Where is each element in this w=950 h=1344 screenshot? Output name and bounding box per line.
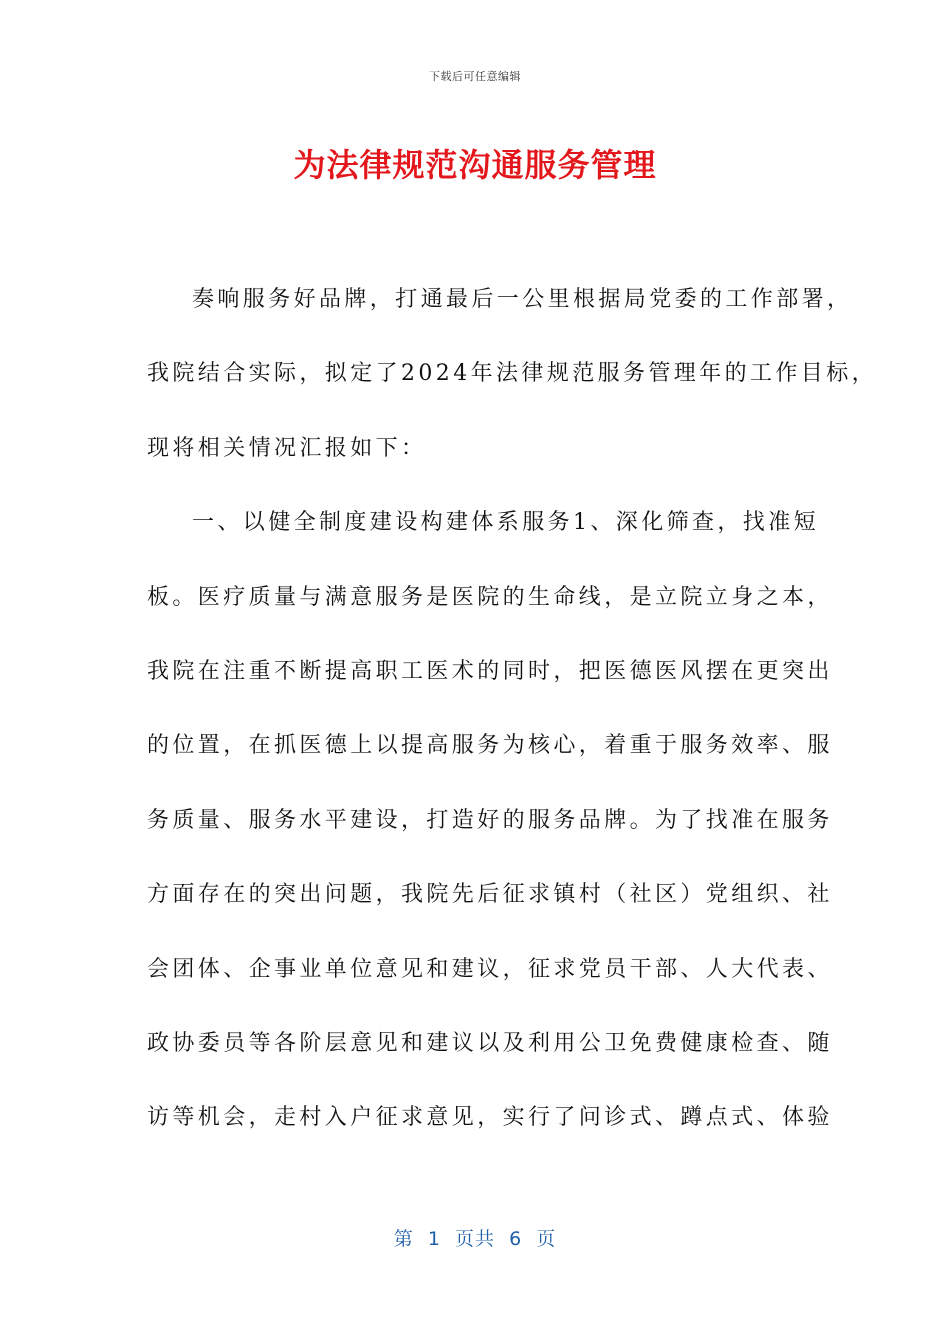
paragraph-2-line-1: 一、以健全制度建设构建体系服务1、深化筛查，找准短 [192,510,819,536]
paragraph-1-line-3: 现将相关情况汇报如下： [147,435,427,461]
paragraph-2-line-2: 板。医疗质量与满意服务是医院的生命线，是立院立身之本， [147,584,833,610]
page-number-indicator: 第 1 页共 6 页 [393,1228,557,1250]
paragraph-2-line-7: 会团体、企事业单位意见和建议，征求党员干部、人大代表、 [147,956,833,982]
paragraph-2-line-5: 务质量、服务水平建设，打造好的服务品牌。为了找准在服务 [147,807,833,833]
document-body [147,263,877,1156]
paragraph-2-line-3: 我院在注重不断提高职工医术的同时，把医德医风摆在更突出 [147,658,833,684]
paragraph-1-line-1: 奏响服务好品牌，打通最后一公里根据局党委的工作部署， [192,287,853,312]
paragraph-2-line-9: 访等机会，走村入户征求意见，实行了问诊式、蹲点式、体验 [147,1105,833,1131]
paragraph-2-line-6: 方面存在的突出问题，我院先后征求镇村（社区）党组织、社 [147,882,833,908]
header-note: 下载后可任意编辑 [429,70,521,83]
paragraph-2-line-4: 的位置，在抓医德上以提高服务为核心，着重于服务效率、服 [147,733,833,759]
paragraph-1-line-2: 我院结合实际，拟定了2024年法律规范服务管理年的工作目标， [147,361,877,387]
document-title: 为法律规范沟通服务管理 [293,146,657,184]
paragraph-2-line-8: 政协委员等各阶层意见和建议以及利用公卫免费健康检查、随 [147,1030,833,1056]
